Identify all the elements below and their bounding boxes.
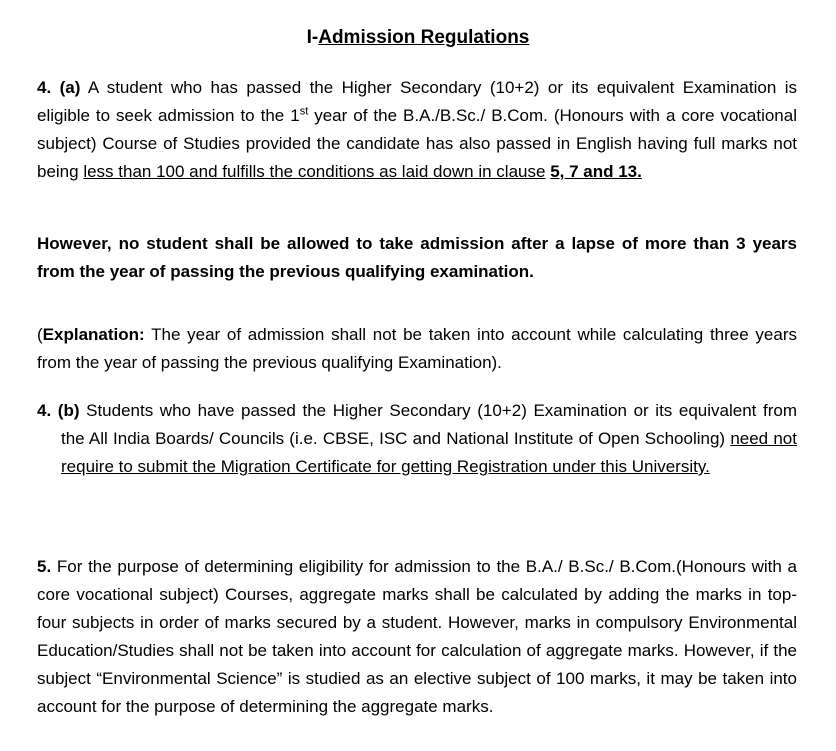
clause-4a-superscript: st — [299, 105, 309, 118]
clause-4b-text: Students who have passed the Higher Secondary (10+2) Examination or its equivalent from the All India Boards/ Councils (i.e. CBSE, ISC and National Institute of Open Schooling) — [61, 401, 798, 448]
title-prefix: I- — [306, 27, 319, 48]
clause-5-text: For the purpose of determining eligibility for admission to the B.A./ B.Sc./ B.Com.(Honours with a core vocational subject) Courses, aggregate marks shall be calculated by adding the marks in top-four subjects in order of marks secured by a student. However, marks in compulsory Environmental Education/Studies shall not be taken into account for calculation of aggregate marks. However, if the subject “Environmental Science” is studied as an elective subject of 100 marks, it may be taken into account for the purpose of determining the aggregate marks. — [37, 557, 797, 716]
explanation-label: Explanation: — [42, 325, 145, 344]
clause-4b-number: 4. — [37, 401, 52, 420]
clause-5-number: 5. — [37, 557, 52, 576]
clause-4a-paragraph — [37, 74, 797, 186]
clause-4b-paragraph — [37, 397, 798, 481]
clause-4a-text-middle: year of the B.A./B.Sc./ B.Com. (Honours with a core vocational subject) Course of Studies provided the candidate has also passed in English having full marks not being — [37, 106, 797, 181]
clause-4b-sub-label: (b) — [57, 401, 80, 420]
title-main: Admission Regulations — [318, 27, 530, 48]
clause-4a-underlined-text: less than 100 and fulfills the conditions as laid down in clause — [83, 162, 546, 181]
explanation-paragraph — [37, 321, 797, 377]
however-note-paragraph: However, no student shall be allowed to take admission after a lapse of more than 3 years from the year of passing the previous qualifying examination. — [37, 234, 797, 281]
clause-5-paragraph — [37, 553, 797, 721]
explanation-open-paren: ( — [37, 325, 43, 344]
page-title — [0, 24, 836, 52]
clause-4a-clause-reference: 5, 7 and 13. — [550, 162, 642, 181]
explanation-text: The year of admission shall not be taken into account while calculating three years from the year of passing the previous qualifying Examination). — [37, 325, 797, 372]
clause-4a-text-start: A student who has passed the Higher Secondary (10+2) or its equivalent Examination is eligible to seek admission to the 1 — [37, 78, 798, 125]
clause-4a-number: 4. (a) — [37, 78, 81, 97]
clause-4b-underlined-text: need not require to submit the Migration Certificate for getting Registration under this University. — [61, 429, 797, 476]
